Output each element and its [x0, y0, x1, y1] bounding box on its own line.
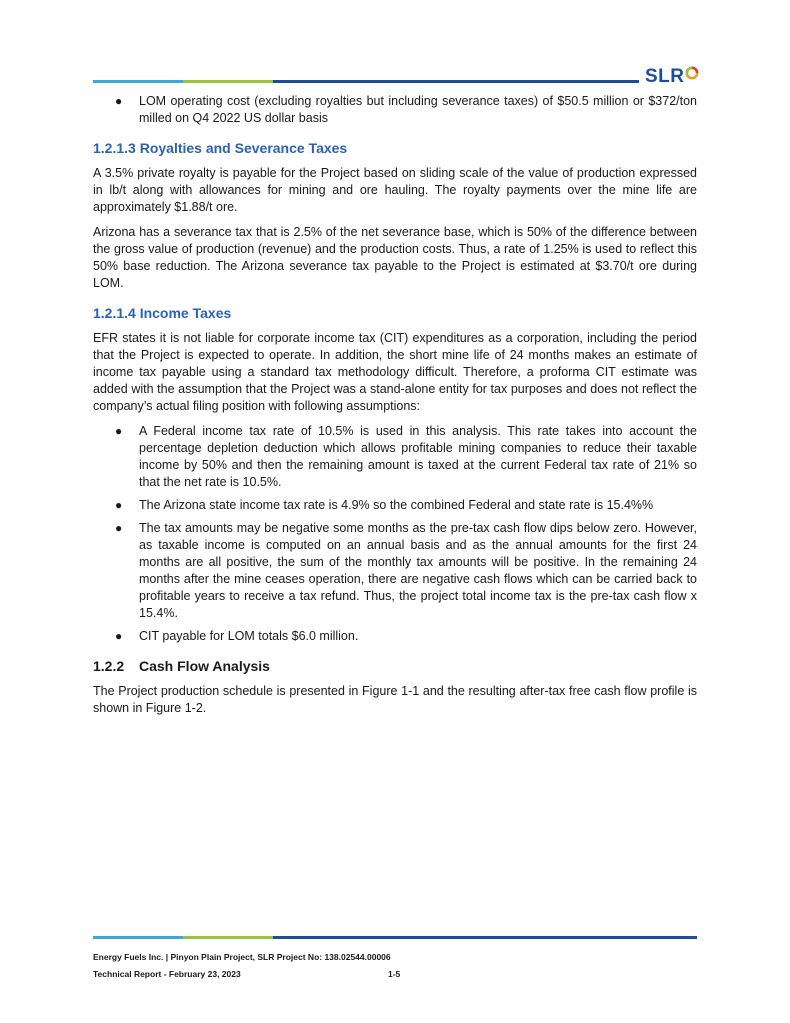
logo-mark-icon: [685, 66, 699, 80]
logo-text: SLR: [645, 66, 685, 87]
heading-royalties: 1.2.1.3 Royalties and Severance Taxes: [93, 140, 348, 156]
heading-income-taxes: 1.2.1.4 Income Taxes: [93, 305, 232, 321]
list-item: [93, 520, 697, 622]
header-rule: [93, 80, 639, 83]
bullet-icon: ●: [115, 498, 123, 512]
income-tax-bullets: [93, 423, 697, 645]
document-body: [93, 93, 697, 725]
page-footer: [93, 949, 697, 983]
paragraph-severance: Arizona has a severance tax that is 2.5% of the net severance base, which is 50% of the difference between the gross value of production (revenue) and the production costs. Thus, a rate of 1.25% is used to reflect this 50% base reduction. The Arizona severance tax payable to the Project is estimated at $3.70/t ore during LOM.: [93, 225, 697, 290]
page-number: 1-5: [388, 969, 401, 979]
heading-title: Cash Flow Analysis: [139, 658, 270, 674]
footer-rule: [93, 936, 697, 939]
bullet-icon: ●: [115, 94, 123, 108]
footer-project-line: Energy Fuels Inc. | Pinyon Plain Project, SLR Project No: 138.02544.00006: [93, 952, 391, 962]
bullet-text: LOM operating cost (excluding royalties but including severance taxes) of $50.5 million or $372/ton milled on Q4 2022 US dollar basis: [139, 94, 697, 125]
bullet-icon: ●: [115, 521, 123, 535]
slr-logo: [645, 62, 699, 88]
list-item: [93, 93, 697, 127]
bullet-text: A Federal income tax rate of 10.5% is used in this analysis. This rate takes into account the percentage depletion deduction which allows profitable mining companies to reduce their taxable income by 50% and then the remaining amount is taxed at the current Federal tax rate of 21% so that the net rate is 10.5%.: [139, 424, 697, 489]
heading-number: 1.2.2: [93, 658, 125, 674]
bullet-text: The Arizona state income tax rate is 4.9% so the combined Federal and state rate is 15.4%%: [139, 498, 654, 512]
paragraph-royalty: A 3.5% private royalty is payable for the Project based on sliding scale of the value of production expressed in lb/t along with allowances for mining and ore hauling. The royalty payments over the mine life are approximately $1.88/t ore.: [93, 166, 697, 214]
heading-cash-flow: [93, 657, 697, 675]
bullet-icon: ●: [115, 424, 123, 438]
paragraph-income-intro: EFR states it is not liable for corporate income tax (CIT) expenditures as a corporation, including the period that the Project is expected to operate. In addition, the short mine life of 24 months makes an estimate of income tax payable using a standard tax methodology difficult. Therefore, a proforma CIT estimate was added with the assumption that the Project was a stand-alone entity for tax purposes and does not reflect the company’s actual filing position with following assumptions:: [93, 331, 697, 413]
paragraph-cash-flow: The Project production schedule is presented in Figure 1-1 and the resulting after-tax free cash flow profile is shown in Figure 1-2.: [93, 684, 697, 715]
list-item: [93, 628, 697, 645]
bullet-icon: ●: [115, 629, 123, 643]
list-item: [93, 423, 697, 491]
top-bullet-list: [93, 93, 697, 127]
footer-report-line: Technical Report - February 23, 2023: [93, 969, 241, 979]
bullet-text: CIT payable for LOM totals $6.0 million.: [139, 629, 359, 643]
list-item: [93, 497, 697, 514]
bullet-text: The tax amounts may be negative some months as the pre-tax cash flow dips below zero. However, as taxable income is computed on an annual basis and as the annual amounts for the first 24 months are all positive, the sum of the monthly tax amounts will be positive. In the remaining 24 months after the mine ceases operation, there are negative cash flows which can be carried back to profitable years to receive a tax refund. Thus, the project total income tax is the pre-tax cash flow x 15.4%.: [139, 521, 697, 620]
